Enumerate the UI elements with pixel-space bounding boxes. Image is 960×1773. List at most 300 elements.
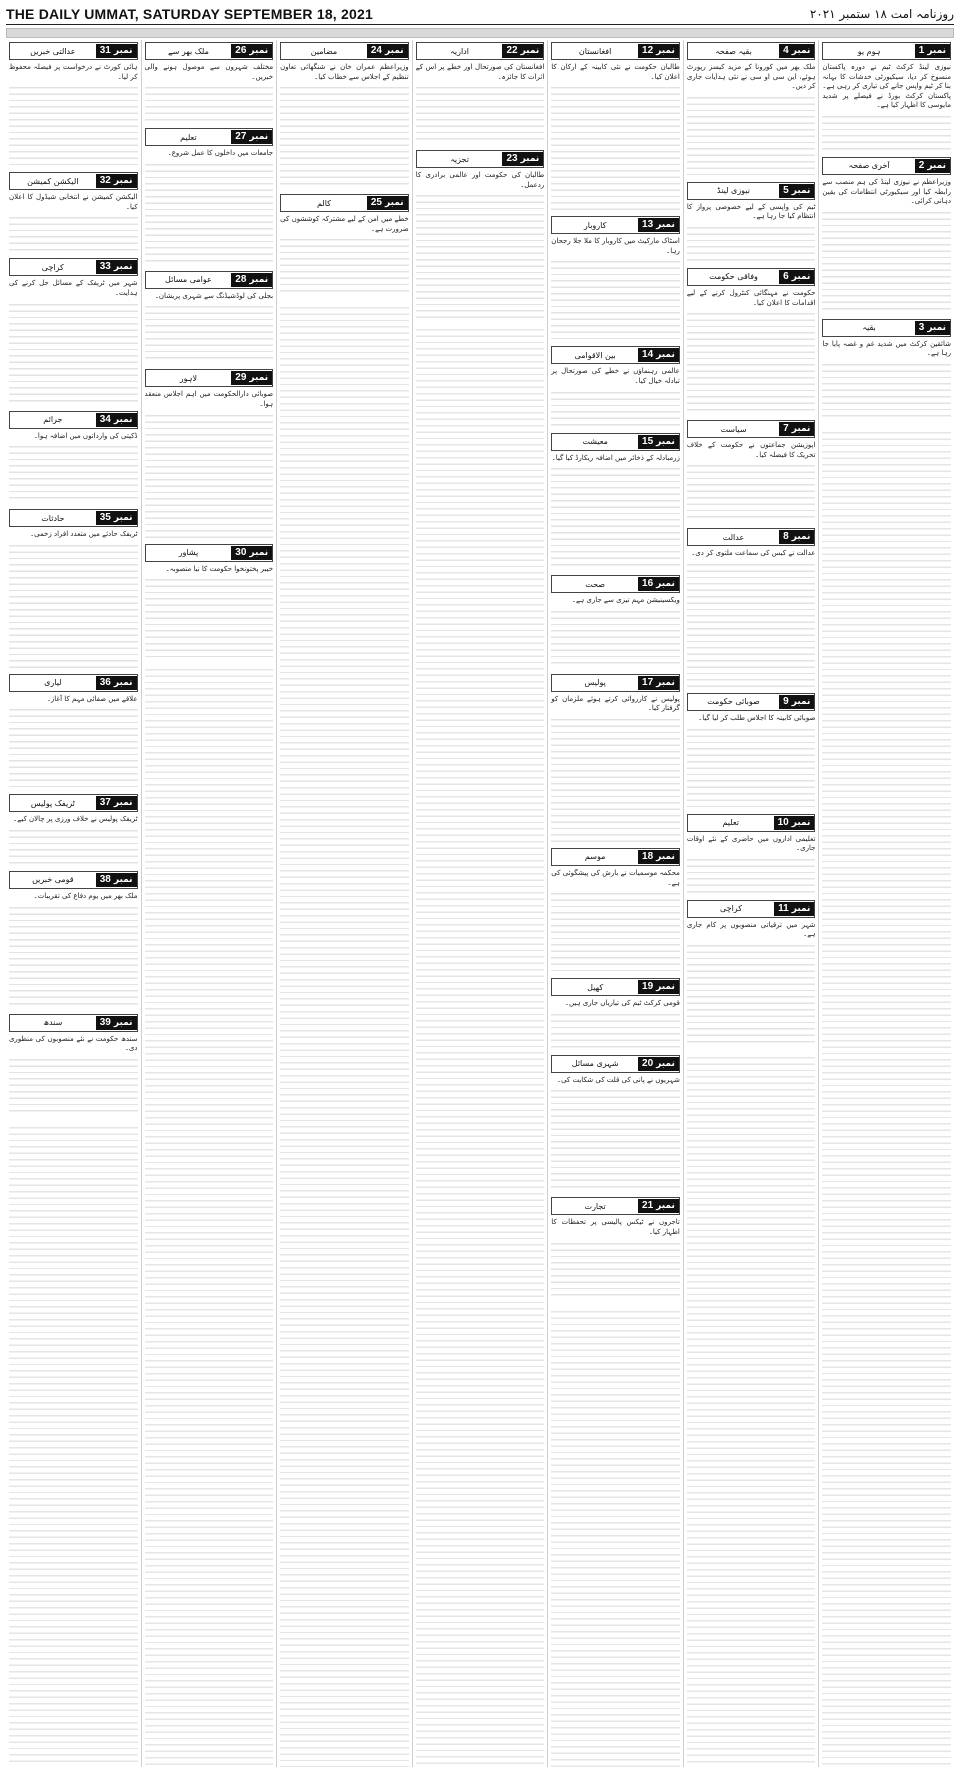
news-item-number: 15 [642, 435, 654, 447]
news-item-header [416, 42, 545, 60]
news-item-number-badge [96, 44, 137, 58]
news-item-number: 8 [783, 531, 789, 543]
news-item-text: وزیراعظم نے نیوزی لینڈ کی ہم منصب سے رابطہ کیا اور سیکیورٹی انتظامات کی یقین دہانی کرائی۔ [822, 177, 951, 206]
column-body-fill [687, 1052, 816, 1767]
news-item-text: الیکشن کمیشن نے انتخابی شیڈول کا اعلان کیا۔ [8, 193, 138, 211]
number-word: نمبر [520, 46, 540, 56]
number-word: نمبر [113, 677, 133, 688]
news-item-body-lines [9, 902, 138, 1008]
news-item [9, 1012, 138, 1116]
news-item-number: 18 [642, 850, 654, 862]
news-item [9, 409, 138, 504]
news-item [551, 976, 680, 1049]
news-item [416, 40, 545, 144]
news-item [280, 40, 409, 188]
news-item-header [9, 1014, 138, 1032]
news-item-number: 6 [783, 270, 789, 282]
news-item-number-badge [774, 816, 815, 830]
news-item-number-badge [774, 902, 814, 916]
english-masthead: THE DAILY UMMAT, SATURDAY SEPTEMBER 18, 2021 [6, 6, 373, 22]
number-word: نمبر [113, 46, 133, 56]
news-item-body-lines [280, 82, 409, 188]
news-item-number: 2 [918, 159, 925, 171]
news-item-body-lines [687, 854, 816, 894]
news-item-text: بجلی کی لوڈشیڈنگ سے شہری پریشان۔ [154, 291, 274, 300]
number-word: نمبر [656, 436, 675, 447]
news-item-body-lines [145, 574, 274, 658]
news-item-header [551, 674, 680, 692]
news-item [687, 266, 816, 414]
news-item [551, 344, 680, 426]
news-item-body-lines [416, 82, 545, 144]
news-item-title: اداریہ [450, 46, 469, 56]
news-item-title: بقیہ صفحہ [715, 46, 752, 56]
news-item-number-badge [638, 577, 679, 591]
news-item [687, 898, 816, 1046]
news-item-body-lines [9, 825, 138, 865]
news-item [280, 192, 409, 296]
number-word: نمبر [656, 46, 675, 56]
number-word: نمبر [656, 851, 675, 862]
news-item-body-lines [145, 301, 274, 363]
news-item-number-badge [96, 260, 137, 274]
news-item-body-lines [822, 207, 951, 313]
news-item-text: خطے میں امن کے لیے مشترکہ کوششوں کی ضرورت ہے۔ [280, 215, 409, 233]
news-item-number-badge [96, 796, 137, 810]
news-item-title: کراچی [41, 262, 64, 272]
news-item-number: 7 [783, 423, 789, 435]
news-item-header [9, 794, 138, 812]
news-item-title: وفاقی حکومت [709, 272, 758, 282]
news-item-header [687, 42, 816, 60]
number-word: نمبر [791, 532, 811, 543]
news-item-number-badge [638, 1057, 679, 1071]
news-item-body-lines [9, 82, 138, 166]
column-body-fill [416, 324, 545, 1767]
news-item [822, 155, 951, 313]
news-item-number-badge [915, 321, 950, 335]
news-item-text: طالبان کی حکومت اور عالمی برادری کا ردعمل۔ [415, 171, 545, 189]
news-item-header [687, 268, 816, 286]
news-item-number: 13 [642, 219, 654, 231]
news-item [145, 269, 274, 364]
news-item-number: 14 [642, 349, 654, 361]
news-item [822, 317, 951, 421]
news-item-header [687, 814, 816, 832]
number-word: نمبر [927, 160, 946, 171]
number-word: نمبر [113, 414, 133, 425]
news-item-body-lines [9, 540, 138, 668]
news-item-title: شہری مسائل [571, 1059, 619, 1069]
news-item [9, 170, 138, 252]
news-item-number-badge [638, 980, 679, 994]
news-item [551, 1195, 680, 1299]
news-item-number-badge [638, 44, 679, 58]
news-item-number: 35 [99, 512, 111, 524]
column-body-fill [822, 427, 951, 1767]
news-item [551, 431, 680, 570]
number-word: نمبر [791, 185, 811, 196]
news-item-text: شائقین کرکٹ میں شدید غم و غصہ پایا جا رہا ہے۔ [822, 339, 951, 358]
news-item-number-badge [502, 152, 543, 166]
news-item-title: بقیہ [862, 323, 876, 333]
news-item-title: کھیل [587, 982, 604, 992]
news-item-text: جامعات میں داخلوں کا عمل شروع۔ [167, 149, 274, 158]
news-item-header [145, 369, 274, 387]
masthead-divider [6, 28, 954, 38]
news-item-title: تعلیم [180, 132, 197, 142]
number-word: نمبر [656, 677, 675, 688]
news-item [9, 40, 138, 166]
news-item-text: نیوزی لینڈ کرکٹ ٹیم نے دورہ پاکستان منسوخ کر دیا، سیکیورٹی خدشات کا بہانہ بنا کر ٹیم واپس جانے کی تیاری کر رہی ہے۔ پاکستان کرکٹ بورڈ نے فیصلے پر شدید مایوسی کا اظہار کیا ہے۔ [822, 63, 951, 110]
news-item-number: 1 [918, 45, 925, 56]
news-item-text: شہریوں نے پانی کی قلت کی شکایت کی۔ [556, 1075, 680, 1084]
number-word: نمبر [249, 373, 269, 384]
news-item-header [145, 271, 274, 289]
news-item-number-badge [638, 435, 679, 449]
news-item-body-lines [551, 256, 680, 340]
news-item-number: 24 [370, 45, 382, 56]
news-item [9, 869, 138, 1008]
news-item-text: عالمی رہنماؤں نے خطے کی صورتحال پر تبادلہ خیال کیا۔ [551, 367, 680, 385]
number-word: نمبر [791, 817, 811, 828]
news-item-number: 12 [642, 45, 654, 56]
number-word: نمبر [927, 322, 946, 333]
news-item [687, 691, 816, 808]
news-item-title: کراچی [719, 904, 743, 914]
number-word: نمبر [656, 1201, 675, 1212]
news-item-number-badge [231, 371, 272, 385]
news-item [9, 672, 138, 789]
news-item-number: 28 [235, 273, 247, 285]
news-item-body-lines [145, 410, 274, 538]
number-word: نمبر [113, 176, 133, 187]
number-word: نمبر [249, 274, 269, 285]
news-column [6, 40, 141, 1767]
number-word: نمبر [113, 513, 133, 524]
news-item-number: 34 [99, 413, 111, 425]
urdu-masthead: روزنامہ امت ۱۸ ستمبر ۲۰۲۱ [809, 7, 954, 21]
news-item-text: شہر میں ترقیاتی منصوبوں پر کام جاری ہے۔ [686, 920, 816, 939]
news-item-title: تجزیہ [450, 154, 469, 164]
news-item-body-lines [145, 82, 274, 122]
news-item-header [551, 1197, 680, 1215]
news-item-body-lines [280, 234, 409, 296]
news-item [145, 40, 274, 122]
news-item-number: 17 [642, 676, 654, 688]
news-item-number-badge [779, 530, 814, 544]
number-word: نمبر [249, 547, 269, 558]
news-item-text: طالبان حکومت نے نئی کابینہ کے ارکان کا اعلان کیا۔ [551, 63, 680, 81]
news-item-title: لیاری [44, 678, 62, 688]
news-item-title: کالم [316, 198, 331, 208]
number-word: نمبر [113, 262, 133, 273]
news-item-body-lines [9, 441, 138, 503]
news-item-title: الیکشن کمیشن [27, 176, 79, 186]
number-word: نمبر [927, 46, 946, 56]
news-item-text: مختلف شہروں سے موصول ہونے والی خبریں۔ [144, 63, 274, 81]
number-word: نمبر [656, 220, 675, 231]
news-item-number-badge [96, 413, 137, 427]
news-item-title: عوامی مسائل [165, 275, 212, 285]
news-item-text: تاجروں نے ٹیکس پالیسی پر تحفظات کا اظہار کیا۔ [551, 1218, 680, 1236]
news-item-number: 10 [777, 816, 789, 828]
news-item-header [9, 674, 138, 692]
news-item-title: عدالتی خبریں [30, 46, 76, 56]
news-item-title: ملک بھر سے [167, 46, 209, 56]
news-item-header [145, 544, 274, 562]
news-item [551, 846, 680, 972]
news-item-title: سندھ [43, 1018, 63, 1028]
news-item-text: ملک بھر میں کورونا کے مزید کیسز رپورٹ ہوئے، این سی او سی نے نئی ہدایات جاری کر دیں۔ [686, 63, 816, 91]
news-item-number: 33 [99, 261, 111, 273]
news-item-body-lines [551, 82, 680, 210]
news-item-text: صوبائی کابینہ کا اجلاس طلب کر لیا گیا۔ [698, 713, 816, 722]
news-item-number-badge [231, 130, 272, 144]
news-item-body-lines [551, 888, 680, 972]
news-item-title: لاہور [179, 373, 198, 383]
number-word: نمبر [791, 46, 811, 56]
news-item-number-badge [231, 44, 272, 58]
news-item-title: ہوم یو [857, 46, 881, 56]
news-item-text: وزیراعظم عمران خان نے شنگھائی تعاون تنظیم کے اجلاس سے خطاب کیا۔ [280, 63, 409, 81]
number-word: نمبر [656, 982, 675, 993]
news-item-number: 19 [642, 981, 654, 993]
news-item-number-badge [779, 44, 814, 58]
number-word: نمبر [520, 154, 540, 165]
news-item-number: 27 [235, 131, 247, 143]
number-word: نمبر [113, 1017, 133, 1028]
number-word: نمبر [791, 424, 811, 435]
news-item-body-lines [9, 704, 138, 788]
column-body-fill [9, 1122, 138, 1767]
news-item-text: اپوزیشن جماعتوں نے حکومت کے خلاف تحریک کا فیصلہ کیا۔ [686, 441, 816, 459]
news-item-header [551, 1055, 680, 1073]
news-item-text: ٹیم کی واپسی کے لیے خصوصی پرواز کا انتظام کیا جا رہا ہے۔ [686, 202, 816, 221]
news-item-number: 38 [99, 873, 111, 885]
news-item-body-lines [416, 190, 545, 318]
news-item [687, 418, 816, 522]
news-item-title: آخری صفحہ [848, 161, 890, 171]
news-item-number: 39 [99, 1016, 111, 1028]
news-item [416, 148, 545, 318]
news-item-text: علاقے میں صفائی مہم کا آغاز۔ [46, 694, 138, 703]
news-column [683, 40, 819, 1767]
news-item-text: عدالت نے کیس کی سماعت ملتوی کر دی۔ [691, 549, 816, 558]
news-item-number-badge [638, 676, 679, 690]
news-item-text: ٹریفک حادثے میں متعدد افراد زخمی۔ [30, 530, 138, 539]
news-item-number-badge [96, 511, 137, 525]
number-word: نمبر [113, 874, 133, 885]
news-item-number-badge [367, 196, 408, 210]
news-item [687, 40, 816, 176]
number-word: نمبر [656, 579, 675, 590]
news-item [145, 367, 274, 537]
news-item-text: زرمبادلہ کے ذخائر میں اضافہ ریکارڈ کیا گیا۔ [551, 453, 680, 462]
news-item-body-lines [551, 463, 680, 569]
news-item-title: پشاور [178, 548, 199, 558]
news-item-title: تجارت [584, 1201, 606, 1211]
news-item-header [822, 319, 951, 337]
news-item-header [551, 848, 680, 866]
news-item-title: عدالت [722, 532, 745, 542]
news-item-body-lines [822, 111, 951, 151]
news-item-text: افغانستان کی صورتحال اور خطے پر اس کے اثرات کا جائزہ۔ [415, 63, 545, 81]
news-item-number: 4 [783, 45, 789, 56]
number-word: نمبر [113, 798, 133, 809]
news-column [141, 40, 277, 1767]
news-item [9, 792, 138, 865]
news-item-header [280, 42, 409, 60]
news-item-title: مضامین [310, 46, 338, 56]
news-item-text: ٹریفک پولیس نے خلاف ورزی پر چالان کیے۔ [13, 815, 138, 824]
news-item-title: نیوزی لینڈ [717, 186, 750, 196]
news-column [818, 40, 954, 1767]
news-item-number-badge [96, 873, 137, 887]
news-item-number: 5 [783, 184, 789, 196]
news-item-header [551, 978, 680, 996]
news-item-text: پولیس نے کارروائی کرتے ہوئے ملزمان کو گرفتار کیا۔ [551, 694, 680, 713]
news-item-number: 23 [506, 153, 518, 165]
news-item-header [822, 157, 951, 175]
news-item-number-badge [779, 270, 814, 284]
news-item-number-badge [96, 174, 137, 188]
news-item [9, 256, 138, 404]
news-item-text: ویکسینیشن مہم تیزی سے جاری ہے۔ [571, 596, 680, 605]
column-body-fill [551, 1306, 680, 1768]
news-item-body-lines [687, 559, 816, 687]
news-item [9, 507, 138, 668]
columns-container [6, 40, 954, 1767]
news-item-title: حادثات [41, 513, 65, 523]
news-item-number-badge [502, 44, 543, 58]
news-item [687, 812, 816, 894]
news-item-text: ڈکیتی کی وارداتوں میں اضافہ ہوا۔ [33, 431, 138, 440]
number-word: نمبر [249, 132, 269, 143]
masthead [6, 4, 954, 25]
news-item-title: صحت [585, 579, 606, 589]
news-item [687, 526, 816, 687]
news-item-number-badge [779, 184, 814, 198]
news-item-number-badge [231, 273, 272, 287]
news-item-number-badge [96, 1016, 137, 1030]
news-item-body-lines [687, 92, 816, 176]
news-item-number: 37 [99, 797, 111, 809]
number-word: نمبر [656, 350, 675, 361]
news-item-text: ملک بھر میں یوم دفاع کی تقریبات۔ [33, 891, 138, 900]
news-item-body-lines [687, 460, 816, 522]
news-item-text: محکمہ موسمیات نے بارش کی پیشگوئی کی ہے۔ [551, 868, 680, 887]
news-item-body-lines [9, 299, 138, 405]
news-item-number: 20 [642, 1057, 654, 1069]
news-item [551, 672, 680, 842]
news-item-header [551, 346, 680, 364]
news-item-body-lines [551, 387, 680, 427]
news-item-number-badge [638, 218, 679, 232]
news-item-header [687, 528, 816, 546]
news-item-header [822, 42, 951, 60]
news-item-text: قومی کرکٹ ٹیم کی تیاریاں جاری ہیں۔ [564, 999, 680, 1008]
news-item-header [551, 433, 680, 451]
news-item-number: 32 [99, 175, 111, 187]
news-item-body-lines [551, 606, 680, 668]
news-item-number: 30 [235, 546, 247, 558]
news-item [145, 542, 274, 659]
number-word: نمبر [385, 46, 404, 56]
news-item-number-badge [915, 44, 950, 58]
number-word: نمبر [791, 903, 811, 914]
news-item-header [551, 216, 680, 234]
number-word: نمبر [791, 271, 811, 282]
news-item-body-lines [551, 1085, 680, 1191]
news-item [687, 180, 816, 262]
news-item-number-badge [638, 1199, 679, 1213]
news-item-text: شہر میں ٹریفک کے مسائل حل کرنے کی ہدایت۔ [8, 279, 138, 297]
news-item-header [9, 411, 138, 429]
number-word: نمبر [385, 198, 404, 209]
news-item-number-badge [231, 546, 272, 560]
news-item-header [145, 42, 274, 60]
news-item-number: 11 [778, 902, 789, 914]
news-item-body-lines [687, 222, 816, 262]
news-item-body-lines [687, 724, 816, 808]
news-item-number: 25 [370, 197, 382, 209]
number-word: نمبر [249, 46, 269, 56]
news-item-text: اسٹاک مارکیٹ میں کاروبار کا ملا جلا رجحان رہا۔ [551, 237, 680, 255]
news-item-header [687, 182, 816, 200]
news-item-text: صوبائی دارالحکومت میں اہم اجلاس منعقد ہوا۔ [144, 390, 274, 408]
news-item-text: حکومت نے مہنگائی کنٹرول کرنے کے لیے اقدامات کا اعلان کیا۔ [686, 288, 816, 307]
news-item-number: 21 [642, 1200, 654, 1212]
news-item-body-lines [687, 308, 816, 414]
news-item-header [551, 42, 680, 60]
news-item-header [9, 509, 138, 527]
news-item-title: جرائم [43, 415, 63, 425]
news-item-number-badge [367, 44, 408, 58]
news-item-text: خیبر پختونخوا حکومت کا نیا منصوبہ۔ [165, 564, 274, 573]
news-item-title: بین الاقوامی [574, 350, 616, 360]
news-item-number: 26 [235, 45, 247, 56]
news-item-header [145, 128, 274, 146]
news-item-body-lines [551, 714, 680, 842]
news-item-title: سیاست [720, 424, 747, 434]
news-item-number-badge [915, 159, 950, 173]
news-item-body-lines [822, 359, 951, 421]
news-item-header [551, 575, 680, 593]
number-word: نمبر [791, 696, 811, 707]
news-item-title: ٹریفک پولیس [30, 798, 75, 808]
news-item-number-badge [779, 422, 814, 436]
news-item-header [280, 194, 409, 212]
news-item-title: کاروبار [583, 220, 607, 230]
news-item-body-lines [145, 159, 274, 265]
news-item-title: افغانستان [578, 46, 612, 56]
news-item-header [9, 871, 138, 889]
news-item-text: ہائی کورٹ نے درخواست پر فیصلہ محفوظ کر لیا۔ [8, 63, 138, 81]
news-item-number: 3 [918, 321, 925, 333]
news-item-body-lines [9, 1054, 138, 1116]
news-item-number-badge [779, 695, 814, 709]
news-item-title: پولیس [584, 678, 606, 688]
news-item-body-lines [9, 212, 138, 252]
news-column [547, 40, 683, 1767]
news-item-body-lines [687, 940, 816, 1046]
news-item-text: سندھ حکومت نے نئے منصوبوں کی منظوری دی۔ [8, 1034, 138, 1053]
news-item-body-lines [551, 1009, 680, 1049]
news-item-number: 29 [235, 372, 247, 384]
news-item-title: موسم [584, 852, 606, 862]
news-item-text: تعلیمی اداروں میں حاضری کے نئے اوقات جاری۔ [686, 834, 816, 853]
